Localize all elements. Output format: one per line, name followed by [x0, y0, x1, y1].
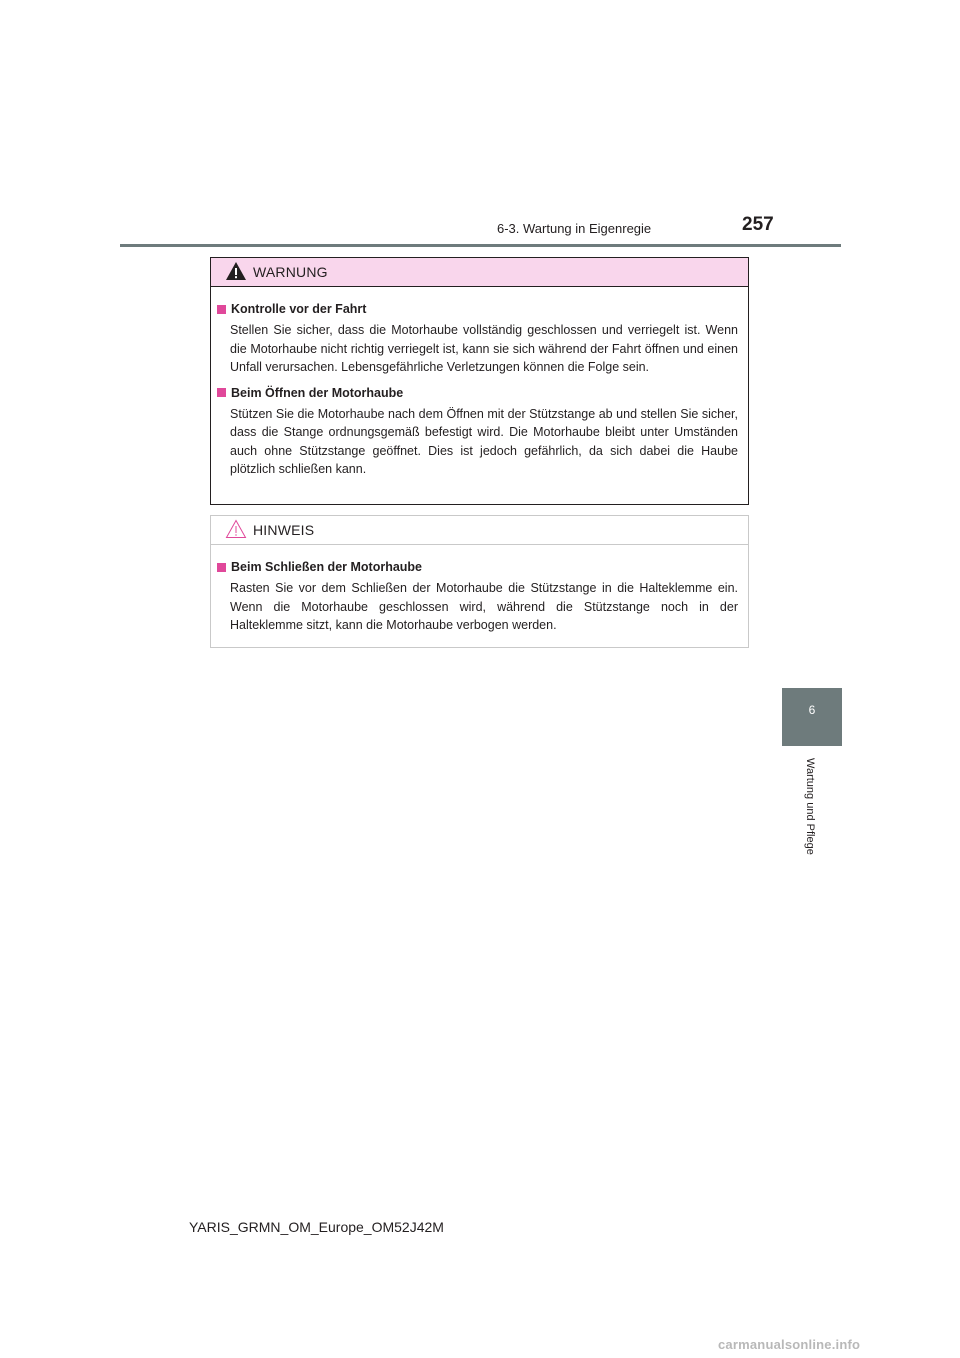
warning-body — [211, 287, 748, 479]
document-id: YARIS_GRMN_OM_Europe_OM52J42M — [189, 1219, 444, 1235]
notice-body — [211, 545, 748, 635]
warning-item-text: Stützen Sie die Motorhaube nach dem Öffnen mit der Stützstange ab und stellen Sie sicher, dass die Stange ordnungsgemäß befestigt wird. Die Motorhaube bleibt unter Umständen auch ohne Stützstange geöffnet. Dies ist jedoch gefährlich, da sich dabei die Haube plötzlich schließen kann. — [230, 406, 738, 476]
warning-header — [211, 258, 748, 287]
warning-triangle-icon — [225, 261, 247, 281]
warning-item-heading — [217, 300, 738, 318]
chapter-tab — [782, 688, 842, 746]
section-title: 6-3. Wartung in Eigenregie — [497, 221, 652, 236]
notice-item-heading-text: Beim Schließen der Motorhaube — [231, 560, 423, 574]
chapter-label: Wartung und Pflege — [804, 758, 816, 855]
warning-item-heading-text: Kontrolle vor der Fahrt — [231, 302, 367, 316]
caution-triangle-outline-icon — [225, 519, 247, 539]
header-divider — [120, 244, 841, 247]
warning-title: WARNUNG — [253, 264, 328, 280]
warning-item — [217, 384, 738, 479]
square-bullet-icon — [217, 563, 226, 572]
notice-box — [210, 515, 749, 648]
warning-item — [217, 300, 738, 377]
page-number: 257 — [742, 214, 774, 235]
warning-item-heading-text: Beim Öffnen der Motorhaube — [231, 385, 404, 400]
warning-item-heading — [217, 384, 738, 402]
chapter-number: 6 — [808, 703, 816, 717]
notice-title: HINWEIS — [253, 522, 315, 538]
notice-item-heading — [217, 558, 738, 576]
square-bullet-icon — [217, 388, 226, 397]
notice-item-text: Rasten Sie vor dem Schließen der Motorhaube die Stützstange in die Halteklemme ein. Wenn die Motorhaube geschlossen wird, während die Stützstange noch in der Halteklemme sitzt, kann die Motorhaube verbogen werden. — [230, 581, 738, 632]
square-bullet-icon — [217, 305, 226, 314]
notice-item — [217, 558, 738, 635]
warning-box — [210, 257, 749, 505]
watermark: carmanualsonline.info — [718, 1337, 861, 1352]
notice-header — [211, 516, 748, 545]
warning-item-text: Stellen Sie sicher, dass die Motorhaube vollständig geschlossen und verriegelt ist. Wenn die Motorhaube nicht richtig verriegelt ist, kann sie sich während der Fahrt öffnen und einen Unfall verursachen. Lebensgefährliche Verletzungen können die Folge sein. — [230, 323, 738, 374]
